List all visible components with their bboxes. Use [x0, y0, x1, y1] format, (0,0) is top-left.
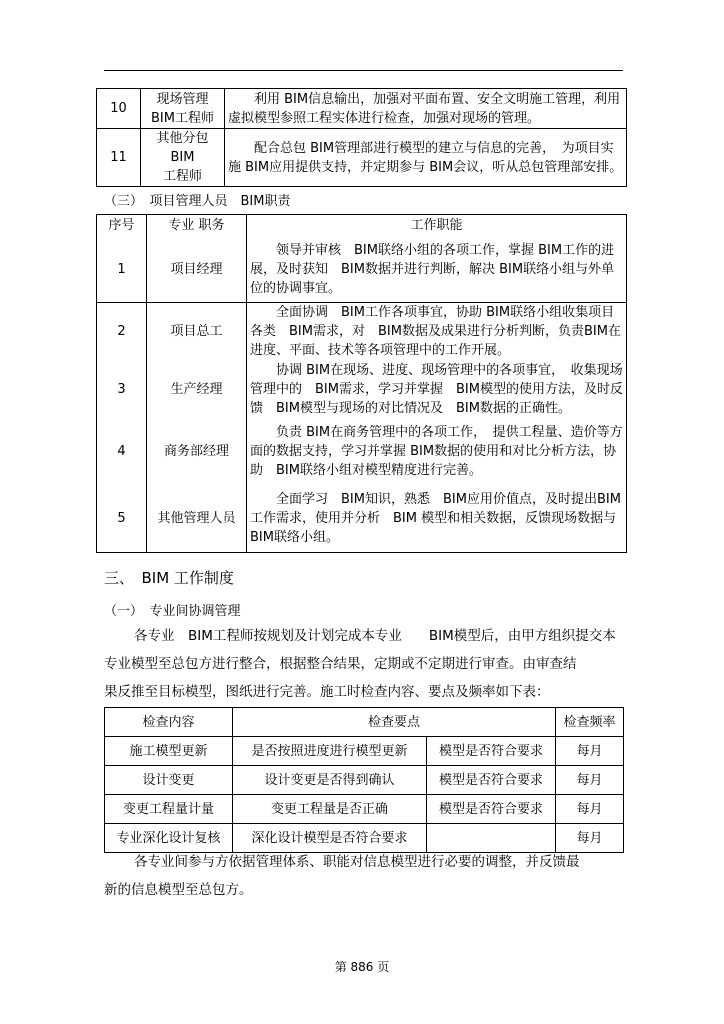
table-row [105, 795, 624, 824]
point-cell: 变更工程量是否正确 [233, 795, 427, 824]
content-cell: 专业深化设计复核 [105, 824, 233, 853]
role-cell: 商务部经理 [147, 419, 247, 485]
paragraph-line: 专业模型至总包方进行整合，根据整合结果，定期或不定期进行审查。由审查结 [104, 656, 577, 672]
paragraph-2 [104, 848, 624, 904]
point-cell: 模型是否符合要求 [427, 737, 556, 766]
col-header: 专业 职务 [147, 215, 247, 237]
subsection-title: （一） 专业间协调管理 [104, 604, 241, 619]
table-row [97, 361, 627, 419]
section-heading-3: 三、 BIM 工作制度 [104, 569, 234, 587]
table-row [97, 237, 627, 303]
row-number: 2 [97, 303, 147, 361]
point-cell: 深化设计模型是否符合要求 [233, 824, 427, 853]
row-number: 3 [97, 361, 147, 419]
point-cell: 模型是否符合要求 [427, 766, 556, 795]
table-row [105, 737, 624, 766]
row-number: 10 [97, 89, 141, 129]
content-cell: 施工模型更新 [105, 737, 233, 766]
section-title-pm: （三） 项目管理人员 BIM职责 [104, 194, 291, 209]
paragraph-1 [104, 622, 624, 706]
role-cell [141, 129, 225, 187]
point-cell: 是否按照进度进行模型更新 [233, 737, 427, 766]
freq-cell: 每月 [556, 824, 624, 853]
paragraph-line: 各专业间参与方依据管理体系、职能对信息模型进行必要的调整，并反馈最 [134, 854, 580, 870]
duty-cell: 负责 BIM在商务管理中的各项工作， 提供工程量、造价等方面的数据支持，学习并掌握 BIM数据的使用和对比分析方法，协助 BIM联络小组对模型精度进行完善。 [247, 419, 627, 485]
page-number: 第 886 页 [334, 960, 390, 974]
table-header-row [105, 708, 624, 737]
paragraph-line: 各专业 BIM工程师按规划及计划完成本专业 BIM模型后，由甲方组织提交本 [134, 628, 616, 644]
row-number: 11 [97, 129, 141, 187]
duty-cell: 协调 BIM在现场、进度、现场管理中的各项事宜， 收集现场管理中的 BIM需求，学习并掌握 BIM模型的使用方法，及时反馈 BIM模型与现场的对比情况及 BIM数据的正确性。 [247, 361, 627, 419]
table-row [97, 303, 627, 361]
bim-engineer-table [96, 88, 627, 187]
col-header: 检查频率 [556, 708, 624, 737]
role-cell [141, 89, 225, 129]
header-rule [104, 70, 623, 71]
role-cell: 项目经理 [147, 237, 247, 303]
role-cell: 其他管理人员 [147, 485, 247, 553]
col-header: 工作职能 [247, 215, 627, 237]
role-line: 工程师 [162, 169, 202, 184]
role-cell: 项目总工 [147, 303, 247, 361]
paragraph-line: 新的信息模型至总包方。 [104, 882, 253, 898]
content-cell: 变更工程量计量 [105, 795, 233, 824]
table-row [97, 89, 627, 129]
col-header: 检查内容 [105, 708, 233, 737]
row-number: 5 [97, 485, 147, 553]
col-header: 检查要点 [233, 708, 556, 737]
point-cell: 模型是否符合要求 [427, 795, 556, 824]
role-cell: 生产经理 [147, 361, 247, 419]
description-cell: 利用 BIM信息输出，加强对平面布置、安全文明施工管理，利用虚拟模型参照工程实体进行检查，加强对现场的管理。 [225, 89, 627, 129]
duty-cell: 全面学习 BIM知识，熟悉 BIM应用价值点，及时提出BIM工作需求，使用并分析 BIM 模型和相关数据，反馈现场数据与 BIM联络小组。 [247, 485, 627, 553]
role-line: BIM工程师 [151, 110, 214, 126]
row-number: 4 [97, 419, 147, 485]
table-row [97, 129, 627, 187]
point-cell: 设计变更是否得到确认 [233, 766, 427, 795]
freq-cell: 每月 [556, 795, 624, 824]
role-line: 现场管理 [156, 91, 209, 107]
pm-duties-table [96, 214, 627, 553]
table-row [97, 419, 627, 485]
freq-cell: 每月 [556, 766, 624, 795]
content-cell: 设计变更 [105, 766, 233, 795]
table-header-row [97, 215, 627, 237]
duty-cell: 领导并审核 BIM联络小组的各项工作，掌握 BIM工作的进展，及时获知 BIM数据并进行判断，解决 BIM联络小组与外单位的协调事宜。 [247, 237, 627, 303]
description-cell: 配合总包 BIM管理部进行模型的建立与信息的完善， 为项目实施 BIM应用提供支持，并定期参与 BIM会议，听从总包管理部安排。 [225, 129, 627, 187]
row-number: 1 [97, 237, 147, 303]
role-line: BIM [170, 150, 195, 165]
duty-cell: 全面协调 BIM工作各项事宜，协助 BIM联络小组收集项目各类 BIM需求，对 BIM数据及成果进行分析判断，负责BIM在进度、平面、技术等各项管理中的工作开展。 [247, 303, 627, 361]
paragraph-line: 果反推至目标模型，图纸进行完善。施工时检查内容、要点及频率如下表： [104, 684, 550, 700]
table-row [97, 485, 627, 553]
inspection-table [104, 707, 624, 853]
col-header: 序号 [97, 215, 147, 237]
freq-cell: 每月 [556, 737, 624, 766]
role-line: 其他分包 [156, 131, 209, 146]
table-row [105, 766, 624, 795]
